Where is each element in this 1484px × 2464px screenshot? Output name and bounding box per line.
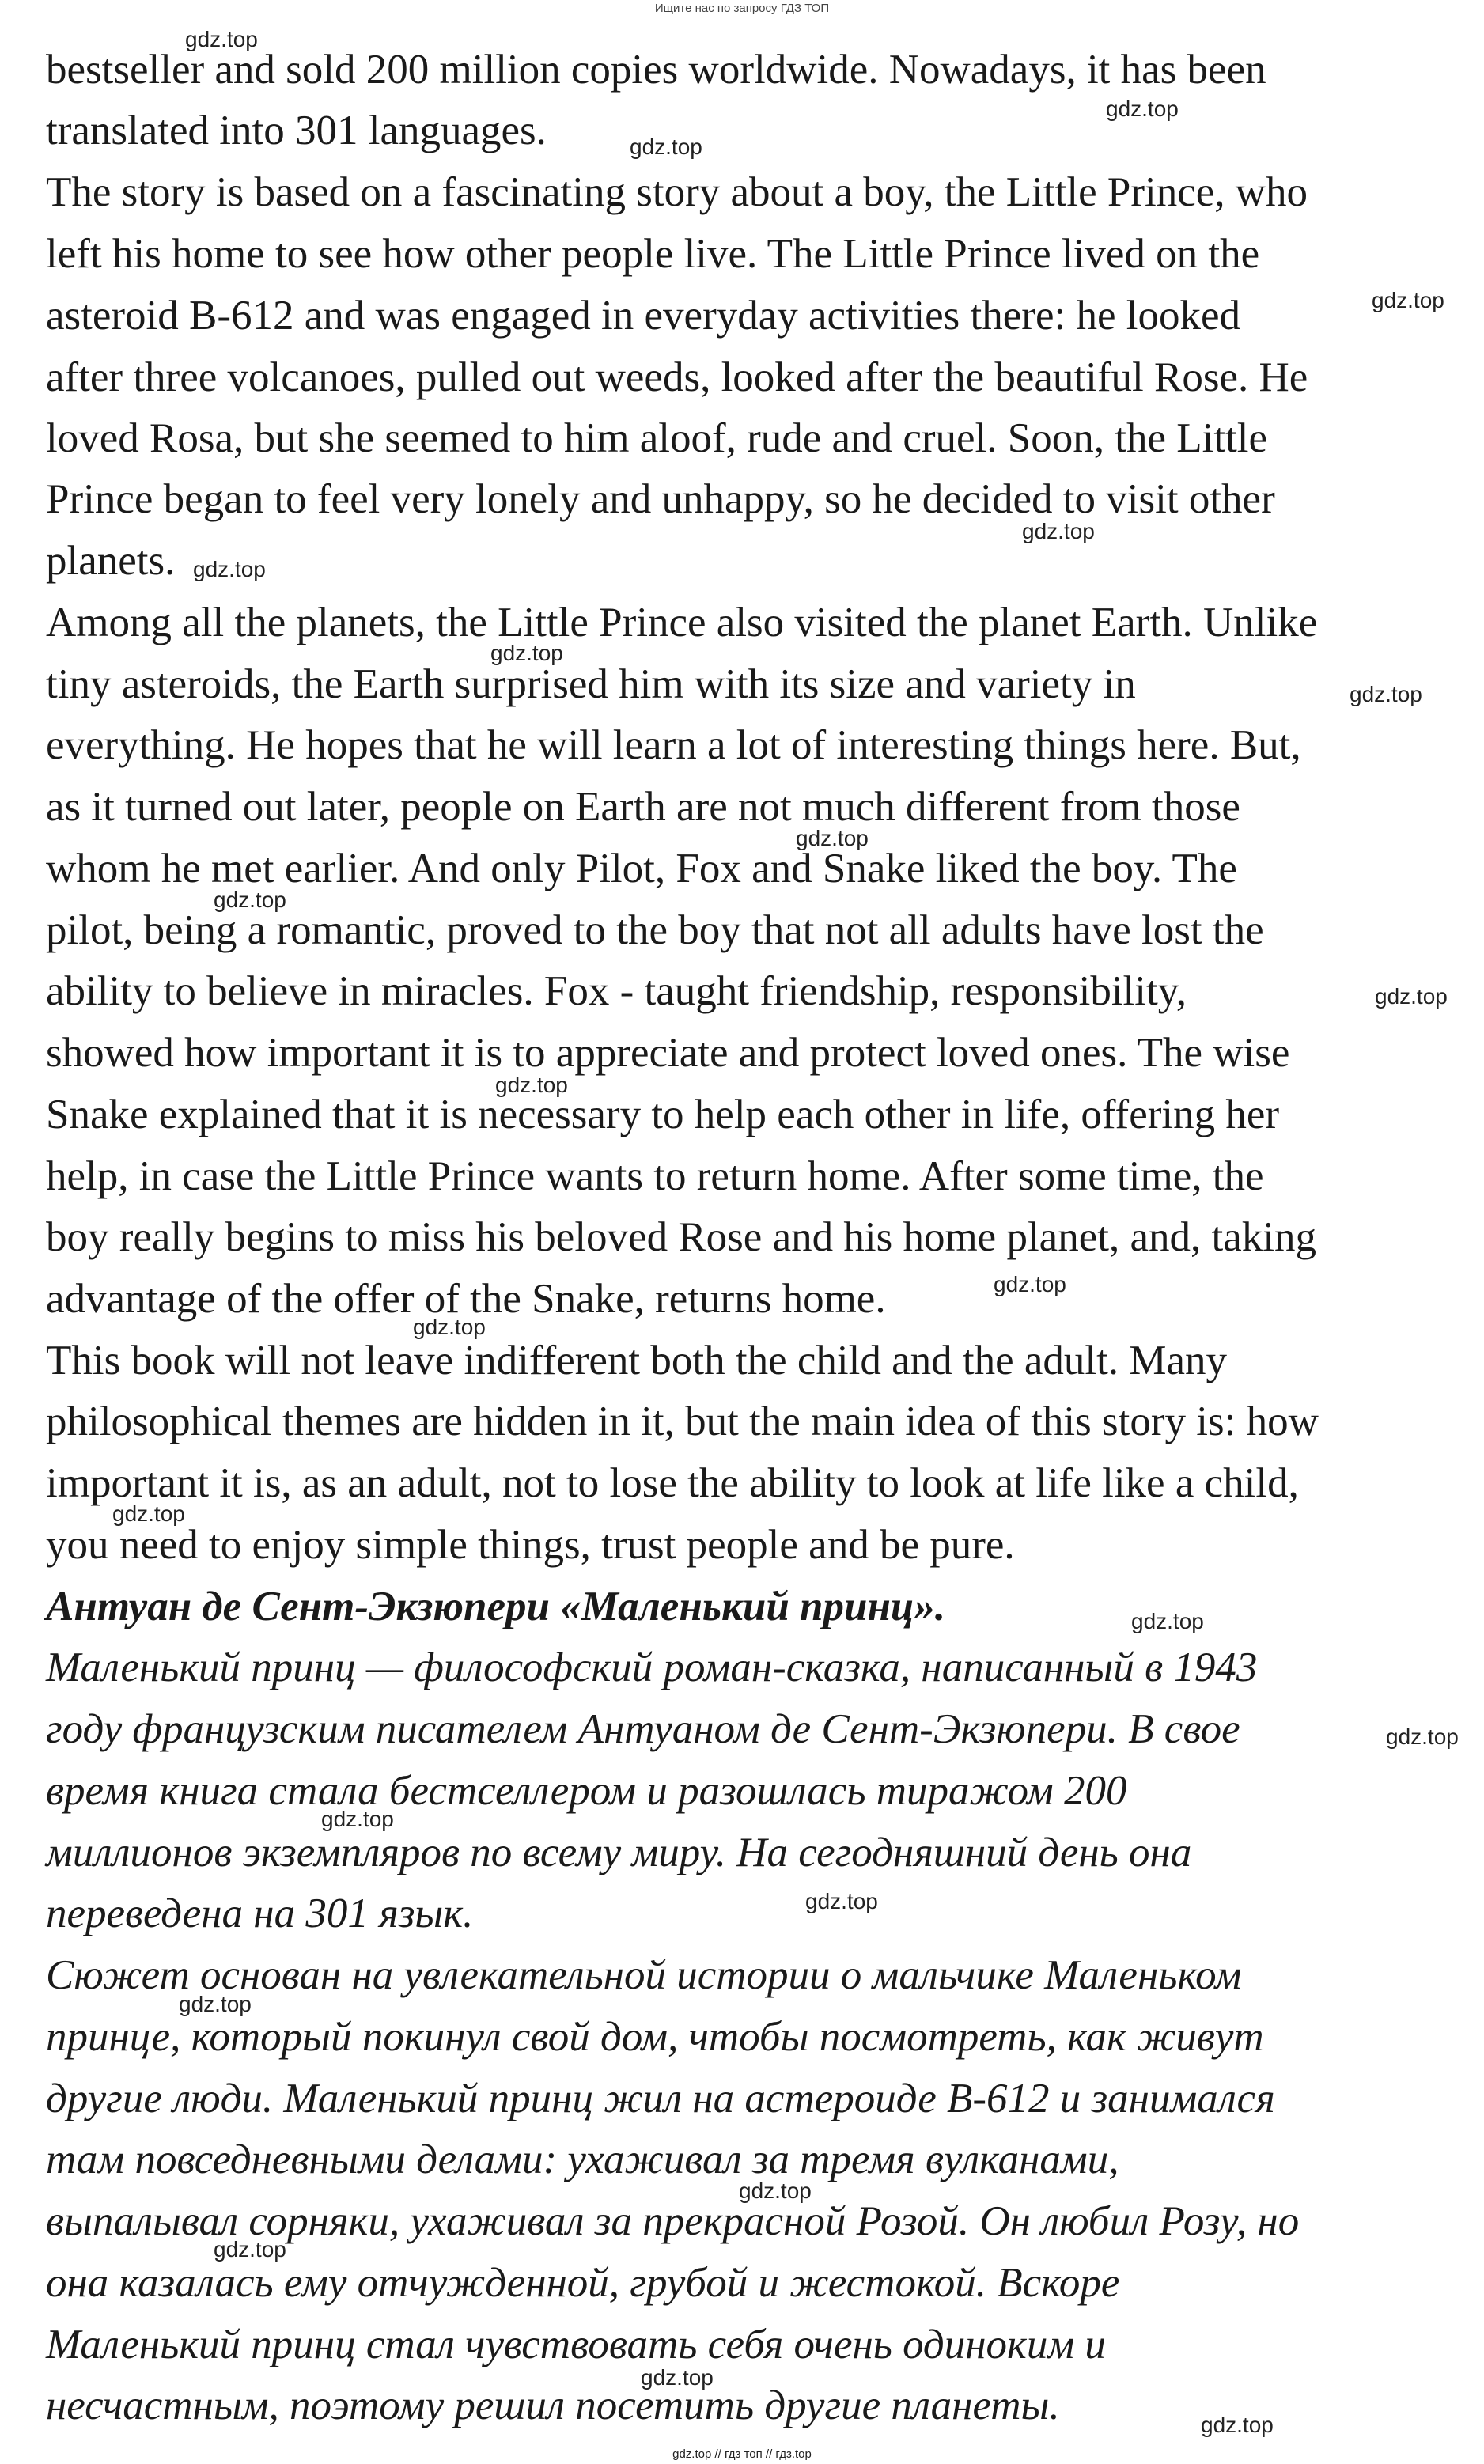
watermark: gdz.top	[1375, 984, 1448, 1009]
text-line: несчастным, поэтому решил посетить другие планеты.	[46, 2383, 1060, 2428]
watermark: gdz.top	[495, 1073, 568, 1097]
text-line: pilot, being a romantic, proved to the boy that not all adults have lost the	[46, 907, 1264, 953]
text-line: tiny asteroids, the Earth surprised him with its size and variety in	[46, 661, 1136, 707]
text-line: The story is based on a fascinating story about a boy, the Little Prince, who	[46, 169, 1308, 215]
watermark: gdz.top	[321, 1807, 394, 1831]
section-heading: Антуан де Сент-Экзюпери «Маленький принц».	[46, 1584, 946, 1629]
watermark: gdz.top	[739, 2178, 812, 2203]
text-line: after three volcanoes, pulled out weeds, looked after the beautiful Rose. He	[46, 354, 1308, 400]
watermark: gdz.top	[1106, 97, 1179, 121]
watermark: gdz.top	[490, 641, 563, 665]
watermark: gdz.top	[796, 826, 869, 850]
watermark: gdz.top	[214, 888, 286, 912]
text-line: translated into 301 languages.	[46, 108, 547, 153]
text-line: время книга стала бестселлером и разошлась тиражом 200	[46, 1768, 1127, 1814]
watermark: gdz.top	[1131, 1609, 1204, 1633]
top-banner: Ищите нас по запросу ГДЗ ТОП	[654, 2, 830, 15]
text-line: important it is, as an adult, not to lose the ability to look at life like a child,	[46, 1460, 1299, 1506]
text-line: showed how important it is to appreciate and protect loved ones. The wise	[46, 1030, 1290, 1076]
text-line: Маленький принц — философский роман-сказка, написанный в 1943	[46, 1645, 1258, 1690]
text-line: миллионов экземпляров по всему миру. На сегодняшний день она	[46, 1830, 1192, 1875]
watermark: gdz.top	[805, 1889, 878, 1913]
text-line: boy really begins to miss his beloved Rose and his home planet, and, taking	[46, 1214, 1316, 1260]
text-line: ability to believe in miracles. Fox - taught friendship, responsibility,	[46, 968, 1187, 1014]
bottom-banner: gdz.top // гдз топ // гдз.top	[672, 2447, 812, 2461]
text-line: там повседневными делами: ухаживал за тремя вулканами,	[46, 2137, 1119, 2182]
text-line: left his home to see how other people live. The Little Prince lived on the	[46, 231, 1260, 277]
watermark: gdz.top	[1022, 519, 1095, 543]
text-line: as it turned out later, people on Earth are not much different from those	[46, 784, 1240, 830]
watermark: gdz.top	[1372, 288, 1444, 312]
watermark: gdz.top	[1386, 1724, 1459, 1749]
watermark: gdz.top	[112, 1501, 185, 1526]
text-line: Among all the planets, the Little Prince also visited the planet Earth. Unlike	[46, 600, 1318, 645]
watermark: gdz.top	[630, 134, 702, 159]
text-line: Маленький принц стал чувствовать себя очень одиноким и	[46, 2322, 1106, 2367]
text-line: bestseller and sold 200 million copies worldwide. Nowadays, it has been	[46, 47, 1266, 93]
watermark: gdz.top	[193, 557, 266, 581]
text-line: you need to enjoy simple things, trust people and be pure.	[46, 1522, 1015, 1568]
text-line: loved Rosa, but she seemed to him aloof, rude and cruel. Soon, the Little	[46, 415, 1268, 461]
watermark: gdz.top	[1350, 682, 1422, 706]
text-line: Сюжет основан на увлекательной истории о мальчике Маленьком	[46, 1952, 1242, 1998]
text-line: выпалывал сорняки, ухаживал за прекрасной Розой. Он любил Розу, но	[46, 2198, 1300, 2244]
watermark: gdz.top	[641, 2365, 714, 2390]
watermark: gdz.top	[1201, 2413, 1274, 2437]
text-line: Snake explained that it is necessary to help each other in life, offering her	[46, 1092, 1280, 1137]
text-line: This book will not leave indifferent both the child and the adult. Many	[46, 1338, 1228, 1383]
watermark: gdz.top	[994, 1272, 1066, 1296]
text-line: году французским писателем Антуаном де Сент-Экзюпери. В свое	[46, 1706, 1240, 1752]
text-line: она казалась ему отчужденной, грубой и жестокой. Вскоре	[46, 2260, 1120, 2306]
text-line: philosophical themes are hidden in it, but the main idea of this story is: how	[46, 1399, 1319, 1444]
watermark: gdz.top	[185, 27, 258, 51]
watermark: gdz.top	[179, 1992, 252, 2016]
text-line: planets.	[46, 538, 176, 584]
text-line: help, in case the Little Prince wants to return home. After some time, the	[46, 1153, 1264, 1199]
text-line: принце, который покинул свой дом, чтобы посмотреть, как живут	[46, 2014, 1264, 2060]
text-line: asteroid B-612 and was engaged in everyday activities there: he looked	[46, 293, 1240, 339]
text-line: everything. He hopes that he will learn a lot of interesting things here. But,	[46, 722, 1301, 768]
watermark: gdz.top	[214, 2237, 286, 2262]
watermark: gdz.top	[413, 1315, 486, 1339]
text-line: другие люди. Маленький принц жил на астероиде B-612 и занимался	[46, 2076, 1275, 2121]
text-line: advantage of the offer of the Snake, returns home.	[46, 1276, 886, 1322]
text-line: Prince began to feel very lonely and unhappy, so he decided to visit other	[46, 476, 1275, 522]
text-line: переведена на 301 язык.	[46, 1891, 474, 1936]
text-line: whom he met earlier. And only Pilot, Fox and Snake liked the boy. The	[46, 846, 1237, 891]
